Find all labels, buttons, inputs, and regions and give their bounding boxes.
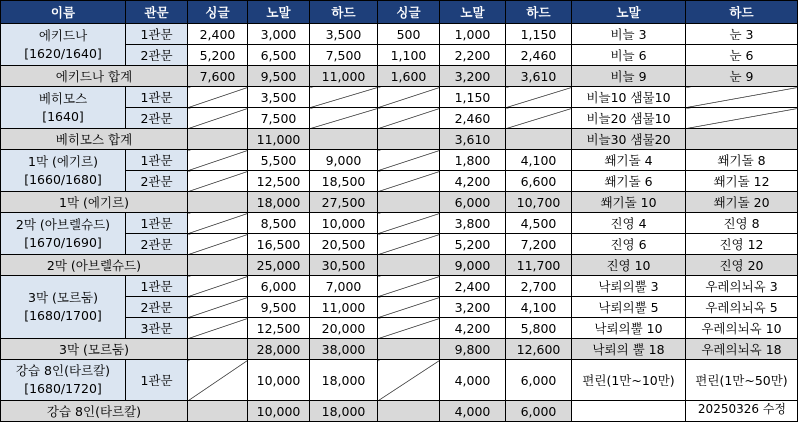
table-row [1,360,798,401]
cell: 4,200 [440,318,506,339]
cell: 7,600 [188,66,248,87]
cell: 쐐기돌 12 [686,171,798,192]
cell: 3,610 [506,66,572,87]
gate-label: 2관문 [126,171,188,192]
cell: 2,400 [188,24,248,45]
cell: 우레의뇌옥 10 [686,318,798,339]
header-row [1,1,798,24]
cell: 6,000 [506,401,572,422]
cell: 6,600 [506,171,572,192]
total-label: 3막 (모르둠) [1,339,188,360]
cell: 4,200 [440,171,506,192]
raid-name-assault: 강습 8인(타르칼) [1680/1720] [1,360,126,401]
raid-name-act3: 3막 (모르둠) [1680/1700] [1,276,126,339]
empty-cell [188,87,248,108]
cell: 비늘 3 [572,24,686,45]
cell: 6,000 [506,360,572,401]
gate-label: 1관문 [126,213,188,234]
cell: 낙뢰의뿔 10 [572,318,686,339]
cell: 2,200 [440,45,506,66]
cell: 38,000 [310,339,378,360]
cell: 18,500 [310,171,378,192]
empty-cell [378,318,440,339]
empty-cell [188,108,248,129]
empty-cell [378,129,440,150]
cell: 눈 6 [686,45,798,66]
empty-cell [572,401,686,422]
cell: 1,000 [440,24,506,45]
cell: 3,000 [248,24,310,45]
empty-cell [188,297,248,318]
cell: 7,200 [506,234,572,255]
total-label: 1막 (에기르) [1,192,188,213]
cell: 진영 12 [686,234,798,255]
cell: 1,150 [506,24,572,45]
cell: 낙뢰의뿔 3 [572,276,686,297]
total-row [1,339,798,360]
cell: 10,000 [310,213,378,234]
gate-label: 2관문 [126,108,188,129]
empty-cell [188,234,248,255]
empty-cell [310,87,378,108]
cell: 9,500 [248,66,310,87]
total-row [1,192,798,213]
header-box-normal: 노말 [440,1,506,24]
cell: 10,000 [248,360,310,401]
table-row [1,213,798,234]
cell: 비늘 6 [572,45,686,66]
empty-cell [378,276,440,297]
gate-label: 1관문 [126,360,188,401]
cell: 3,610 [440,129,506,150]
header-box-single: 싱글 [378,1,440,24]
total-label: 2막 (아브렐슈드) [1,255,188,276]
cell: 낙뢰의뿔 5 [572,297,686,318]
cell: 7,000 [310,276,378,297]
cell: 9,000 [310,150,378,171]
cell: 눈 9 [686,66,798,87]
cell: 낙뢰의 뿔 18 [572,339,686,360]
total-row [1,129,798,150]
cell: 3,800 [440,213,506,234]
gate-label: 2관문 [126,297,188,318]
gate-label: 1관문 [126,150,188,171]
empty-cell [188,213,248,234]
raid-name-act1: 1막 (에기르) [1660/1680] [1,150,126,192]
empty-cell [310,129,378,150]
cell: 12,500 [248,171,310,192]
cell: 쐐기돌 4 [572,150,686,171]
raid-name-act2: 2막 (아브렐슈드) [1670/1690] [1,213,126,255]
cell: 진영 8 [686,213,798,234]
cell: 4,500 [506,213,572,234]
cell: 6,500 [248,45,310,66]
header-gate: 관문 [126,1,188,24]
cell: 3,200 [440,66,506,87]
cell: 쐐기돌 6 [572,171,686,192]
empty-cell [378,255,440,276]
cell: 25,000 [248,255,310,276]
cell: 1,150 [440,87,506,108]
empty-cell [188,255,248,276]
cell: 우레의뇌옥 18 [686,339,798,360]
cell: 30,500 [310,255,378,276]
cell: 11,000 [310,297,378,318]
cell: 4,100 [506,150,572,171]
cell: 10,700 [506,192,572,213]
empty-cell [378,87,440,108]
cell: 4,100 [506,297,572,318]
header-reward-normal: 노말 [572,1,686,24]
total-row [1,255,798,276]
gate-label: 2관문 [126,45,188,66]
empty-cell [188,360,248,401]
cell: 5,200 [188,45,248,66]
cell: 5,800 [506,318,572,339]
empty-cell [310,108,378,129]
empty-cell [188,318,248,339]
cell: 6,000 [248,276,310,297]
cell: 1,100 [378,45,440,66]
cell: 7,500 [248,108,310,129]
cell: 10,000 [248,401,310,422]
total-label: 에키드나 합계 [1,66,188,87]
cell: 8,500 [248,213,310,234]
cell: 11,000 [310,66,378,87]
cell: 9,500 [248,297,310,318]
cell: 12,500 [248,318,310,339]
gate-label: 1관문 [126,24,188,45]
cell: 진영 20 [686,255,798,276]
table-row [1,24,798,45]
cell: 비늘20 샘물10 [572,108,686,129]
empty-cell [378,213,440,234]
cell: 11,700 [506,255,572,276]
cell: 2,460 [506,45,572,66]
cell: 12,600 [506,339,572,360]
cell: 비늘10 샘물10 [572,87,686,108]
empty-cell [378,401,440,422]
cell: 7,500 [310,45,378,66]
cell: 16,500 [248,234,310,255]
empty-cell [188,401,248,422]
cell: 500 [378,24,440,45]
cell: 28,000 [248,339,310,360]
empty-cell [378,192,440,213]
cell: 9,800 [440,339,506,360]
cell: 우레의뇌옥 5 [686,297,798,318]
cell: 20,500 [310,234,378,255]
empty-cell [378,339,440,360]
cell: 비늘 9 [572,66,686,87]
cell: 5,500 [248,150,310,171]
cell: 3,500 [310,24,378,45]
cell: 5,200 [440,234,506,255]
table-row [1,276,798,297]
total-row [1,401,798,422]
cell: 우레의뇌옥 3 [686,276,798,297]
empty-cell [378,171,440,192]
cell: 6,000 [440,192,506,213]
cell: 3,200 [440,297,506,318]
empty-cell [378,360,440,401]
gate-label: 1관문 [126,276,188,297]
empty-cell [686,87,798,108]
cell: 2,460 [440,108,506,129]
header-reward-hard: 하드 [686,1,798,24]
cell: 편린(1만~50만) [686,360,798,401]
empty-cell [188,192,248,213]
total-row [1,66,798,87]
empty-cell [506,129,572,150]
header-gold-single: 싱글 [188,1,248,24]
empty-cell [188,339,248,360]
empty-cell [686,129,798,150]
raid-name-ekidna: 에키드나 [1620/1640] [1,24,126,66]
cell: 4,000 [440,401,506,422]
cell: 18,000 [310,360,378,401]
cell: 쐐기돌 20 [686,192,798,213]
cell: 9,000 [440,255,506,276]
header-box-hard: 하드 [506,1,572,24]
cell: 편린(1만~10만) [572,360,686,401]
cell: 18,000 [248,192,310,213]
cell: 쐐기돌 10 [572,192,686,213]
cell: 비늘30 샘물20 [572,129,686,150]
empty-cell [378,150,440,171]
empty-cell [378,297,440,318]
empty-cell [378,234,440,255]
header-gold-normal: 노말 [248,1,310,24]
total-label: 강습 8인(타르칼) [1,401,188,422]
empty-cell [188,276,248,297]
total-label: 베히모스 합계 [1,129,188,150]
empty-cell [378,108,440,129]
gate-label: 3관문 [126,318,188,339]
cell: 20,000 [310,318,378,339]
cell: 진영 4 [572,213,686,234]
cell: 4,000 [440,360,506,401]
empty-cell [506,87,572,108]
cell: 2,700 [506,276,572,297]
cell: 쐐기돌 8 [686,150,798,171]
raid-name-behemoth: 베히모스 [1640] [1,87,126,129]
table-row [1,150,798,171]
cell: 27,500 [310,192,378,213]
empty-cell [188,150,248,171]
empty-cell [188,171,248,192]
table-row [1,87,798,108]
cell: 진영 10 [572,255,686,276]
gate-label: 2관문 [126,234,188,255]
cell: 11,000 [248,129,310,150]
revision-note: 20250326 수정 [697,402,786,416]
cell: 18,000 [310,401,378,422]
empty-cell [188,129,248,150]
empty-cell [506,108,572,129]
cell: 진영 6 [572,234,686,255]
cell: 2,400 [440,276,506,297]
header-name: 이름 [1,1,126,24]
cell: 1,600 [378,66,440,87]
header-gold-hard: 하드 [310,1,378,24]
cell: 3,500 [248,87,310,108]
empty-cell [686,108,798,129]
cell: 눈 3 [686,24,798,45]
gate-label: 1관문 [126,87,188,108]
cell: 1,800 [440,150,506,171]
